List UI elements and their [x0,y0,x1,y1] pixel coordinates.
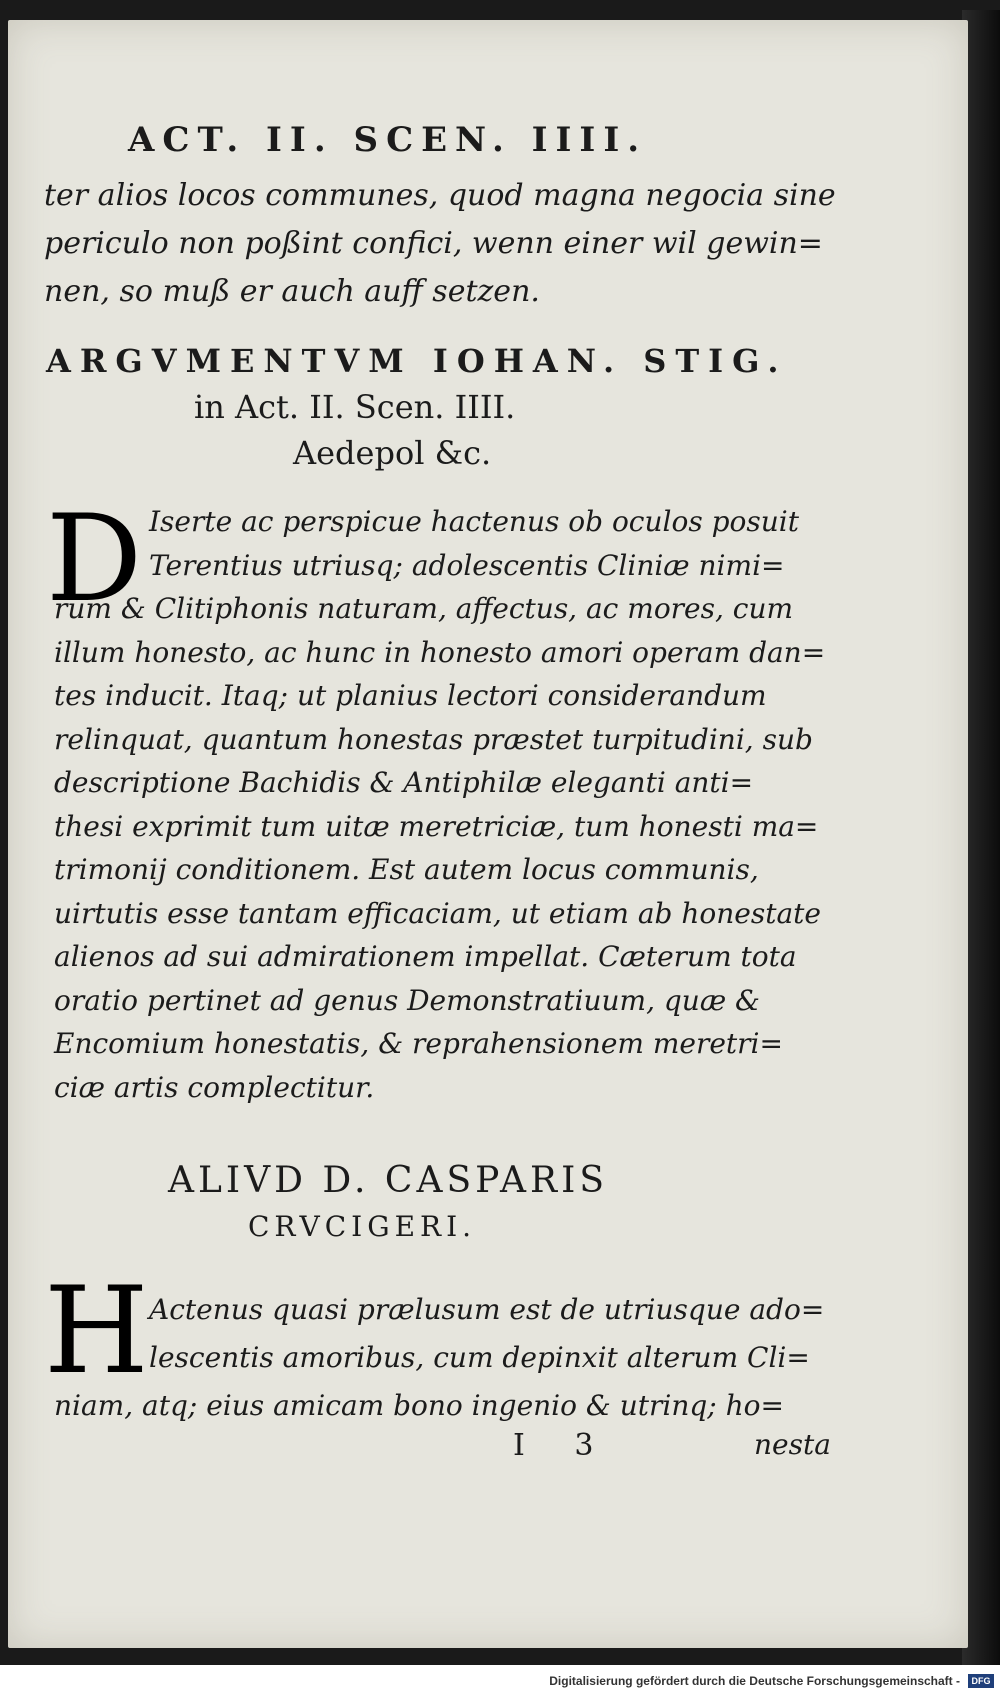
catchword: nesta [754,1428,831,1461]
second-paragraph [54,1286,824,1430]
paragraph-line: oratio pertinet ad genus Demonstratiuum, quæ & [54,983,760,1017]
argument-heading-line1: ARGVMENTVM IOHAN. STIG. [46,342,788,380]
argument-heading-line3: Aedepol &c. [293,434,492,472]
paragraph-line: lescentis amoribus, cum depinxit alterum Cli= [149,1341,810,1374]
footer-credit: Digitalisierung gefördert durch die Deutsche Forschungsgemeinschaft - [549,1674,960,1688]
continuation-line: nen, so muß er auch auff setzen. [44,274,540,309]
argument-heading-line2: in Act. II. Scen. IIII. [194,388,516,426]
paragraph-line: trimonij conditionem. Est autem locus communis, [54,853,759,886]
paragraph-line: rum & Clitiphonis naturam, affectus, ac mores, cum [54,592,794,625]
paragraph-line: alienos ad sui admirationem impellat. Cæterum tota [54,940,797,973]
paragraph-line: tes inducit. Itaq; ut planius lectori considerandum [54,679,767,712]
book-page [8,20,968,1648]
paragraph-line: illum honesto, ac hunc in honesto amori operam dan= [54,635,826,669]
dfg-logo-icon: DFG [968,1674,994,1688]
second-heading-line2: CRVCIGERI. [248,1210,477,1243]
paragraph-line: Terentius utriusq; adolescentis Cliniæ nimi= [149,548,785,582]
second-heading-line1: ALIVD D. CASPARIS [168,1160,609,1201]
paragraph-line: thesi exprimit tum uitæ meretriciæ, tum honesti ma= [54,809,819,843]
paragraph-line: niam, atq; eius amicam bono ingenio & utrinq; ho= [54,1389,784,1422]
continuation-line: periculo non poßint confici, wenn einer wil gewin= [44,226,823,261]
continuation-text [44,172,836,316]
paragraph-line: descriptione Bachidis & Antiphilæ eleganti anti= [54,766,754,799]
continuation-line: ter alios locos communes, quod magna negocia sine [44,178,836,213]
paragraph-line: Encomium honestatis, & reprahensionem meretri= [54,1027,783,1060]
signature-mark: I 3 [513,1428,614,1463]
paragraph-line: ciæ artis complectitur. [54,1070,375,1104]
drop-cap-d: D [46,490,143,629]
paragraph-line: Iserte ac perspicue hactenus ob oculos posuit [149,505,799,538]
running-head: ACT. II. SCEN. IIII. [128,120,648,160]
argument-paragraph [54,500,826,1109]
paragraph-line: uirtutis esse tantam efficaciam, ut etiam ab honestate [54,896,821,930]
paragraph-line: relinquat, quantum honestas præstet turpitudini, sub [54,722,813,756]
paragraph-line: Actenus quasi prælusum est de utriusque ado= [149,1293,825,1326]
drop-cap-h: H [44,1262,149,1401]
digitization-footer [0,1665,1000,1697]
